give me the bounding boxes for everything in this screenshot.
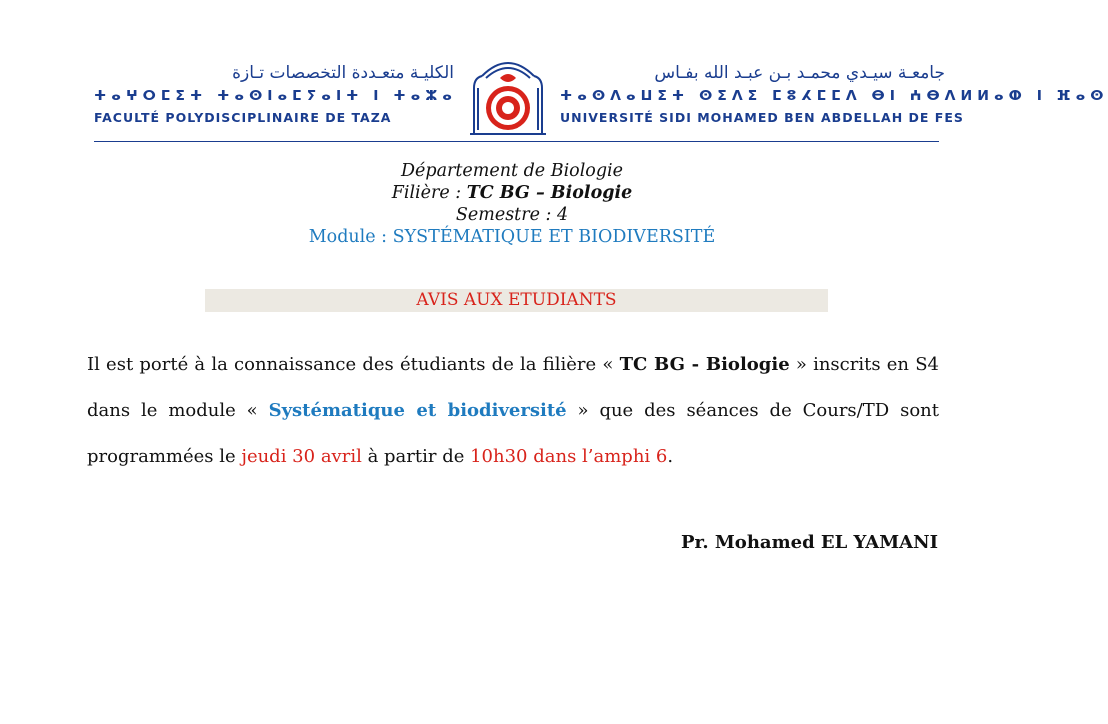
text-segment: . xyxy=(667,446,674,467)
text-segment: » inscrits en S4 dans le module « xyxy=(87,354,939,421)
filiere-value: TC BG – Biologie xyxy=(466,183,633,203)
header-divider xyxy=(94,141,939,142)
filiere-name: TC BG - Biologie xyxy=(619,354,790,375)
text-segment: à partir de xyxy=(361,446,471,467)
module-title: Module : SYSTÉMATIQUE ET BIODIVERSITÉ xyxy=(308,227,716,247)
text-segment: » que des séances de Cours/TD sont programmées le xyxy=(87,400,939,467)
document-titles xyxy=(0,160,1024,248)
session-date: jeudi 30 avril xyxy=(241,446,362,467)
notice-heading: AVIS AUX ETUDIANTS xyxy=(416,290,617,310)
faculty-name-arabic: الكليـة متعـددة التخصصات تـازة xyxy=(232,63,454,83)
faculty-block xyxy=(94,62,457,128)
university-name-arabic: جامعـة سيـدي محمـد بـن عبـد الله بفـاس xyxy=(654,63,945,83)
university-name-french: UNIVERSITÉ SIDI MOHAMED BEN ABDELLAH DE FES xyxy=(560,110,964,125)
module-name: Systématique et biodiversité xyxy=(268,400,567,421)
university-block xyxy=(560,62,1108,128)
signature: Pr. Mohamed EL YAMANI xyxy=(680,532,938,553)
department-title: Département de Biologie xyxy=(401,161,623,181)
semester-line: Semestre : 4 xyxy=(455,205,569,225)
session-time-place: 10h30 dans l’amphi 6 xyxy=(470,446,668,467)
filiere-line xyxy=(0,182,1024,204)
university-name-tifinagh: ⵜⴰⵙⴷⴰⵡⵉⵜ ⵙⵉⴷⵉ ⵎⵓⵃⵎⵎⴷ ⴱⵏ ⵄⴱⴷⵍⵍⴰⵀ ⵏ ⴼⴰⵙ xyxy=(560,88,1108,104)
notice-heading-bar xyxy=(205,289,828,312)
faculty-name-french: FACULTÉ POLYDISCIPLINAIRE DE TAZA xyxy=(94,110,392,125)
notice-paragraph xyxy=(87,342,939,480)
letterhead xyxy=(0,0,1108,150)
text-segment: Il est porté à la connaissance des étudiants de la filière « xyxy=(87,354,620,375)
faculty-name-tifinagh: ⵜⴰⵖⵔⵎⵉⵜ ⵜⴰⵙⵏⴰⵎⵢⴰⵏⵜ ⵏ ⵜⴰⵣⴰ xyxy=(94,88,457,104)
filiere-label: Filière : xyxy=(391,183,467,203)
university-seal-icon xyxy=(460,48,556,140)
